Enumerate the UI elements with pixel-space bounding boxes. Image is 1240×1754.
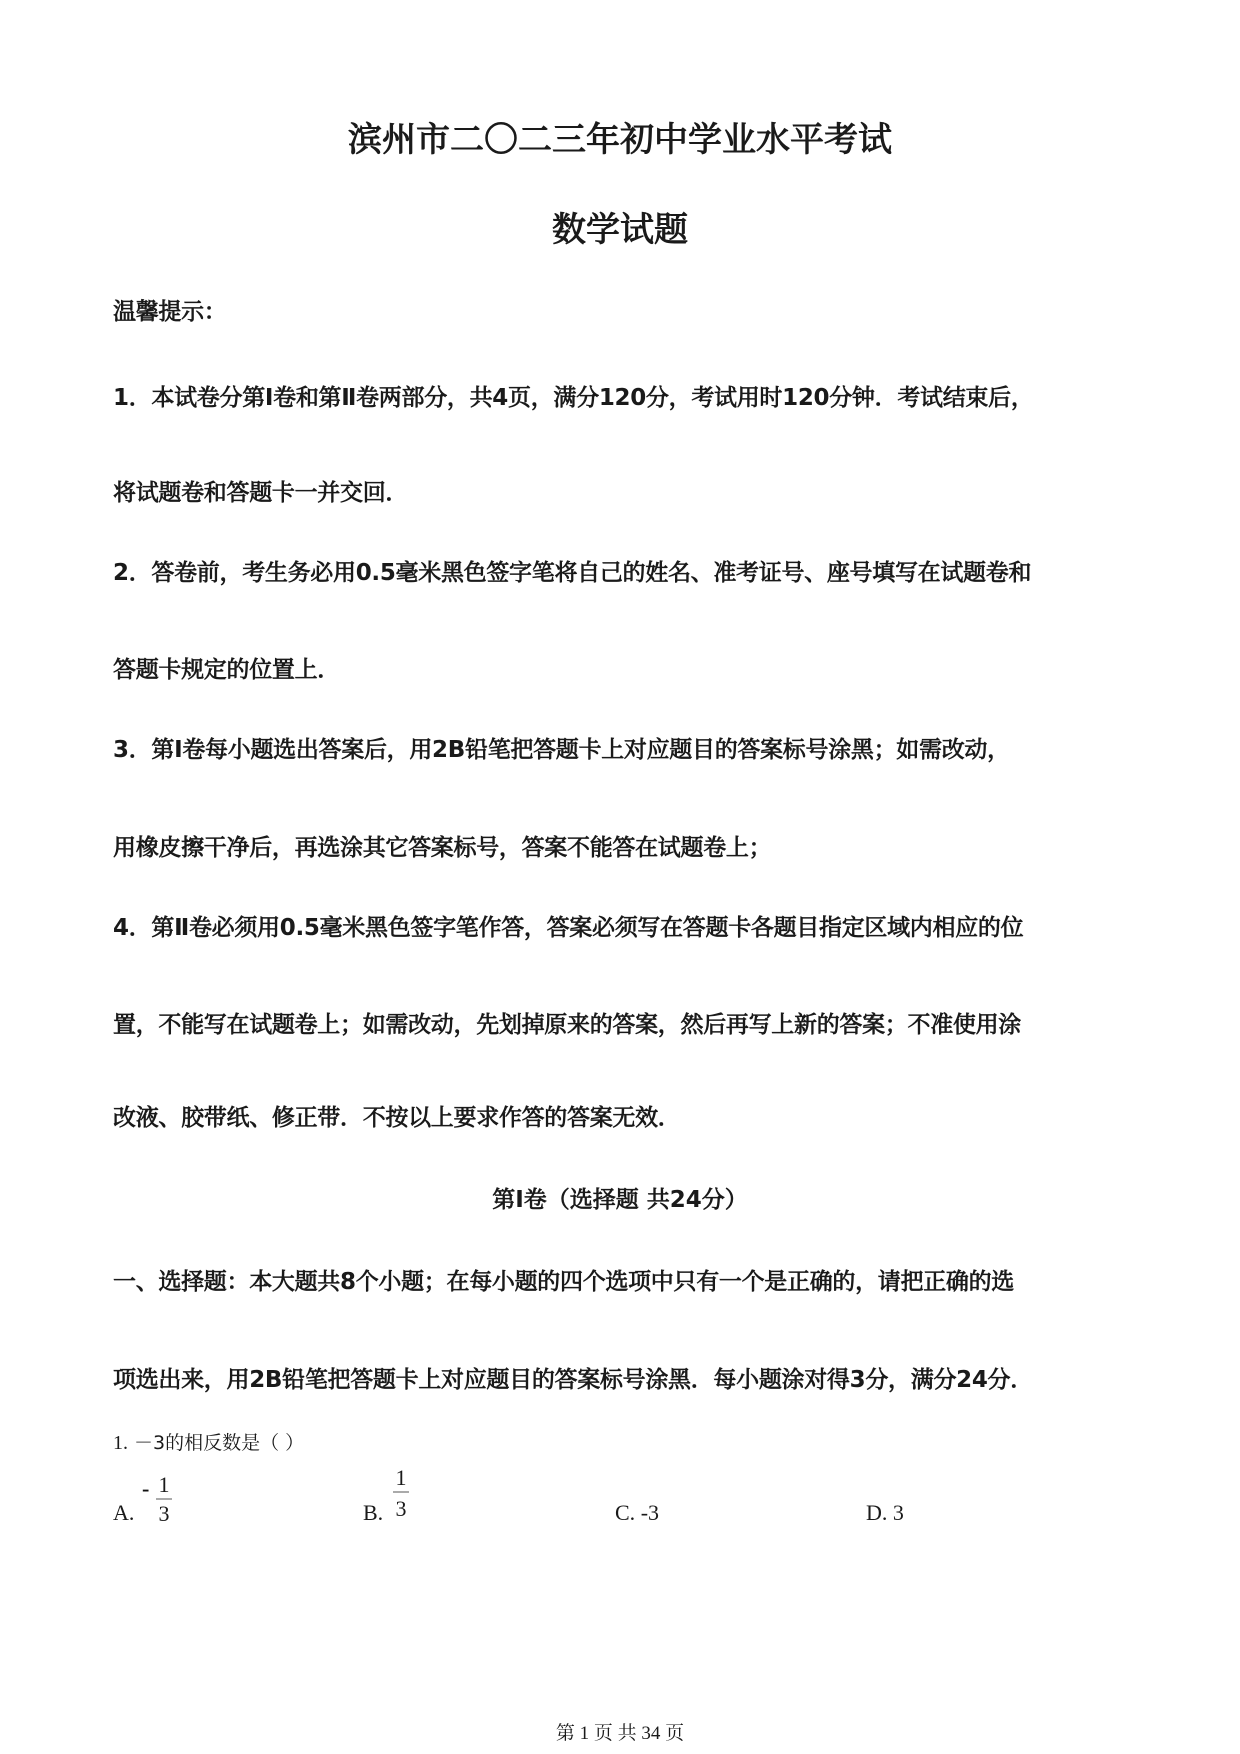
fraction-bar xyxy=(393,1491,409,1493)
option-c-label: C. xyxy=(615,1500,636,1525)
option-d-label: D. xyxy=(866,1500,888,1525)
section-instructions-line-2: 项选出来，用2B铅笔把答题卡上对应题目的答案标号涂黑．每小题涂对得3分，满分24分． xyxy=(113,1367,1033,1393)
question-number: 1. xyxy=(113,1432,128,1454)
notice-line-2: 将试题卷和答题卡一并交回． xyxy=(113,480,409,506)
notice-line-9: 改液、胶带纸、修正带．不按以上要求作答的答案无效． xyxy=(113,1105,681,1131)
notice-line-7: 4．第Ⅱ卷必须用0.5毫米黑色签字笔作答，答案必须写在答题卡各题目指定区域内相应的位 xyxy=(113,915,1024,941)
option-b-fraction xyxy=(393,1466,409,1521)
notice-line-6: 用橡皮擦干净后，再选涂其它答案标号，答案不能答在试题卷上； xyxy=(113,835,772,861)
option-d-value: 3 xyxy=(892,1500,904,1525)
notice-line-3: 2．答卷前，考生务必用0.5毫米黑色签字笔将自己的姓名、准考证号、座号填写在试题卷和 xyxy=(113,560,1032,586)
option-a-numerator: 1 xyxy=(158,1472,170,1497)
question-1 xyxy=(113,1428,304,1455)
fraction-bar xyxy=(156,1498,172,1500)
exam-subject-title: 数学试题 xyxy=(552,210,688,250)
question-stem: －3的相反数是（ ） xyxy=(134,1432,305,1454)
option-b-label: B. xyxy=(363,1500,384,1525)
option-c-value: -3 xyxy=(640,1500,660,1525)
notice-line-1: 1．本试卷分第Ⅰ卷和第Ⅱ卷两部分，共4页，满分120分，考试用时120分钟．考试结束后， xyxy=(113,385,1034,411)
option-c xyxy=(615,1500,659,1526)
option-b-numerator: 1 xyxy=(395,1465,407,1490)
option-b-denominator: 3 xyxy=(395,1496,407,1521)
option-a-sign: - xyxy=(142,1476,150,1501)
option-a-denominator: 3 xyxy=(158,1501,170,1526)
option-a-label: A. xyxy=(113,1500,135,1525)
section-heading: 第Ⅰ卷（选择题 共24分） xyxy=(492,1187,748,1213)
notice-line-8: 置，不能写在试题卷上；如需改动，先划掉原来的答案，然后再写上新的答案；不准使用涂 xyxy=(113,1012,1022,1038)
notice-line-5: 3．第Ⅰ卷每小题选出答案后，用2B铅笔把答题卡上对应题目的答案标号涂黑；如需改动， xyxy=(113,737,1010,763)
notice-heading: 温馨提示： xyxy=(113,299,227,325)
option-a-fraction xyxy=(156,1473,172,1526)
notice-line-4: 答题卡规定的位置上． xyxy=(113,657,341,683)
page-footer: 第 1 页 共 34 页 xyxy=(555,1723,685,1744)
option-d xyxy=(866,1500,904,1526)
exam-title: 滨州市二〇二三年初中学业水平考试 xyxy=(348,120,892,160)
section-instructions-line-1: 一、选择题：本大题共8个小题；在每小题的四个选项中只有一个是正确的，请把正确的选 xyxy=(113,1269,1015,1295)
